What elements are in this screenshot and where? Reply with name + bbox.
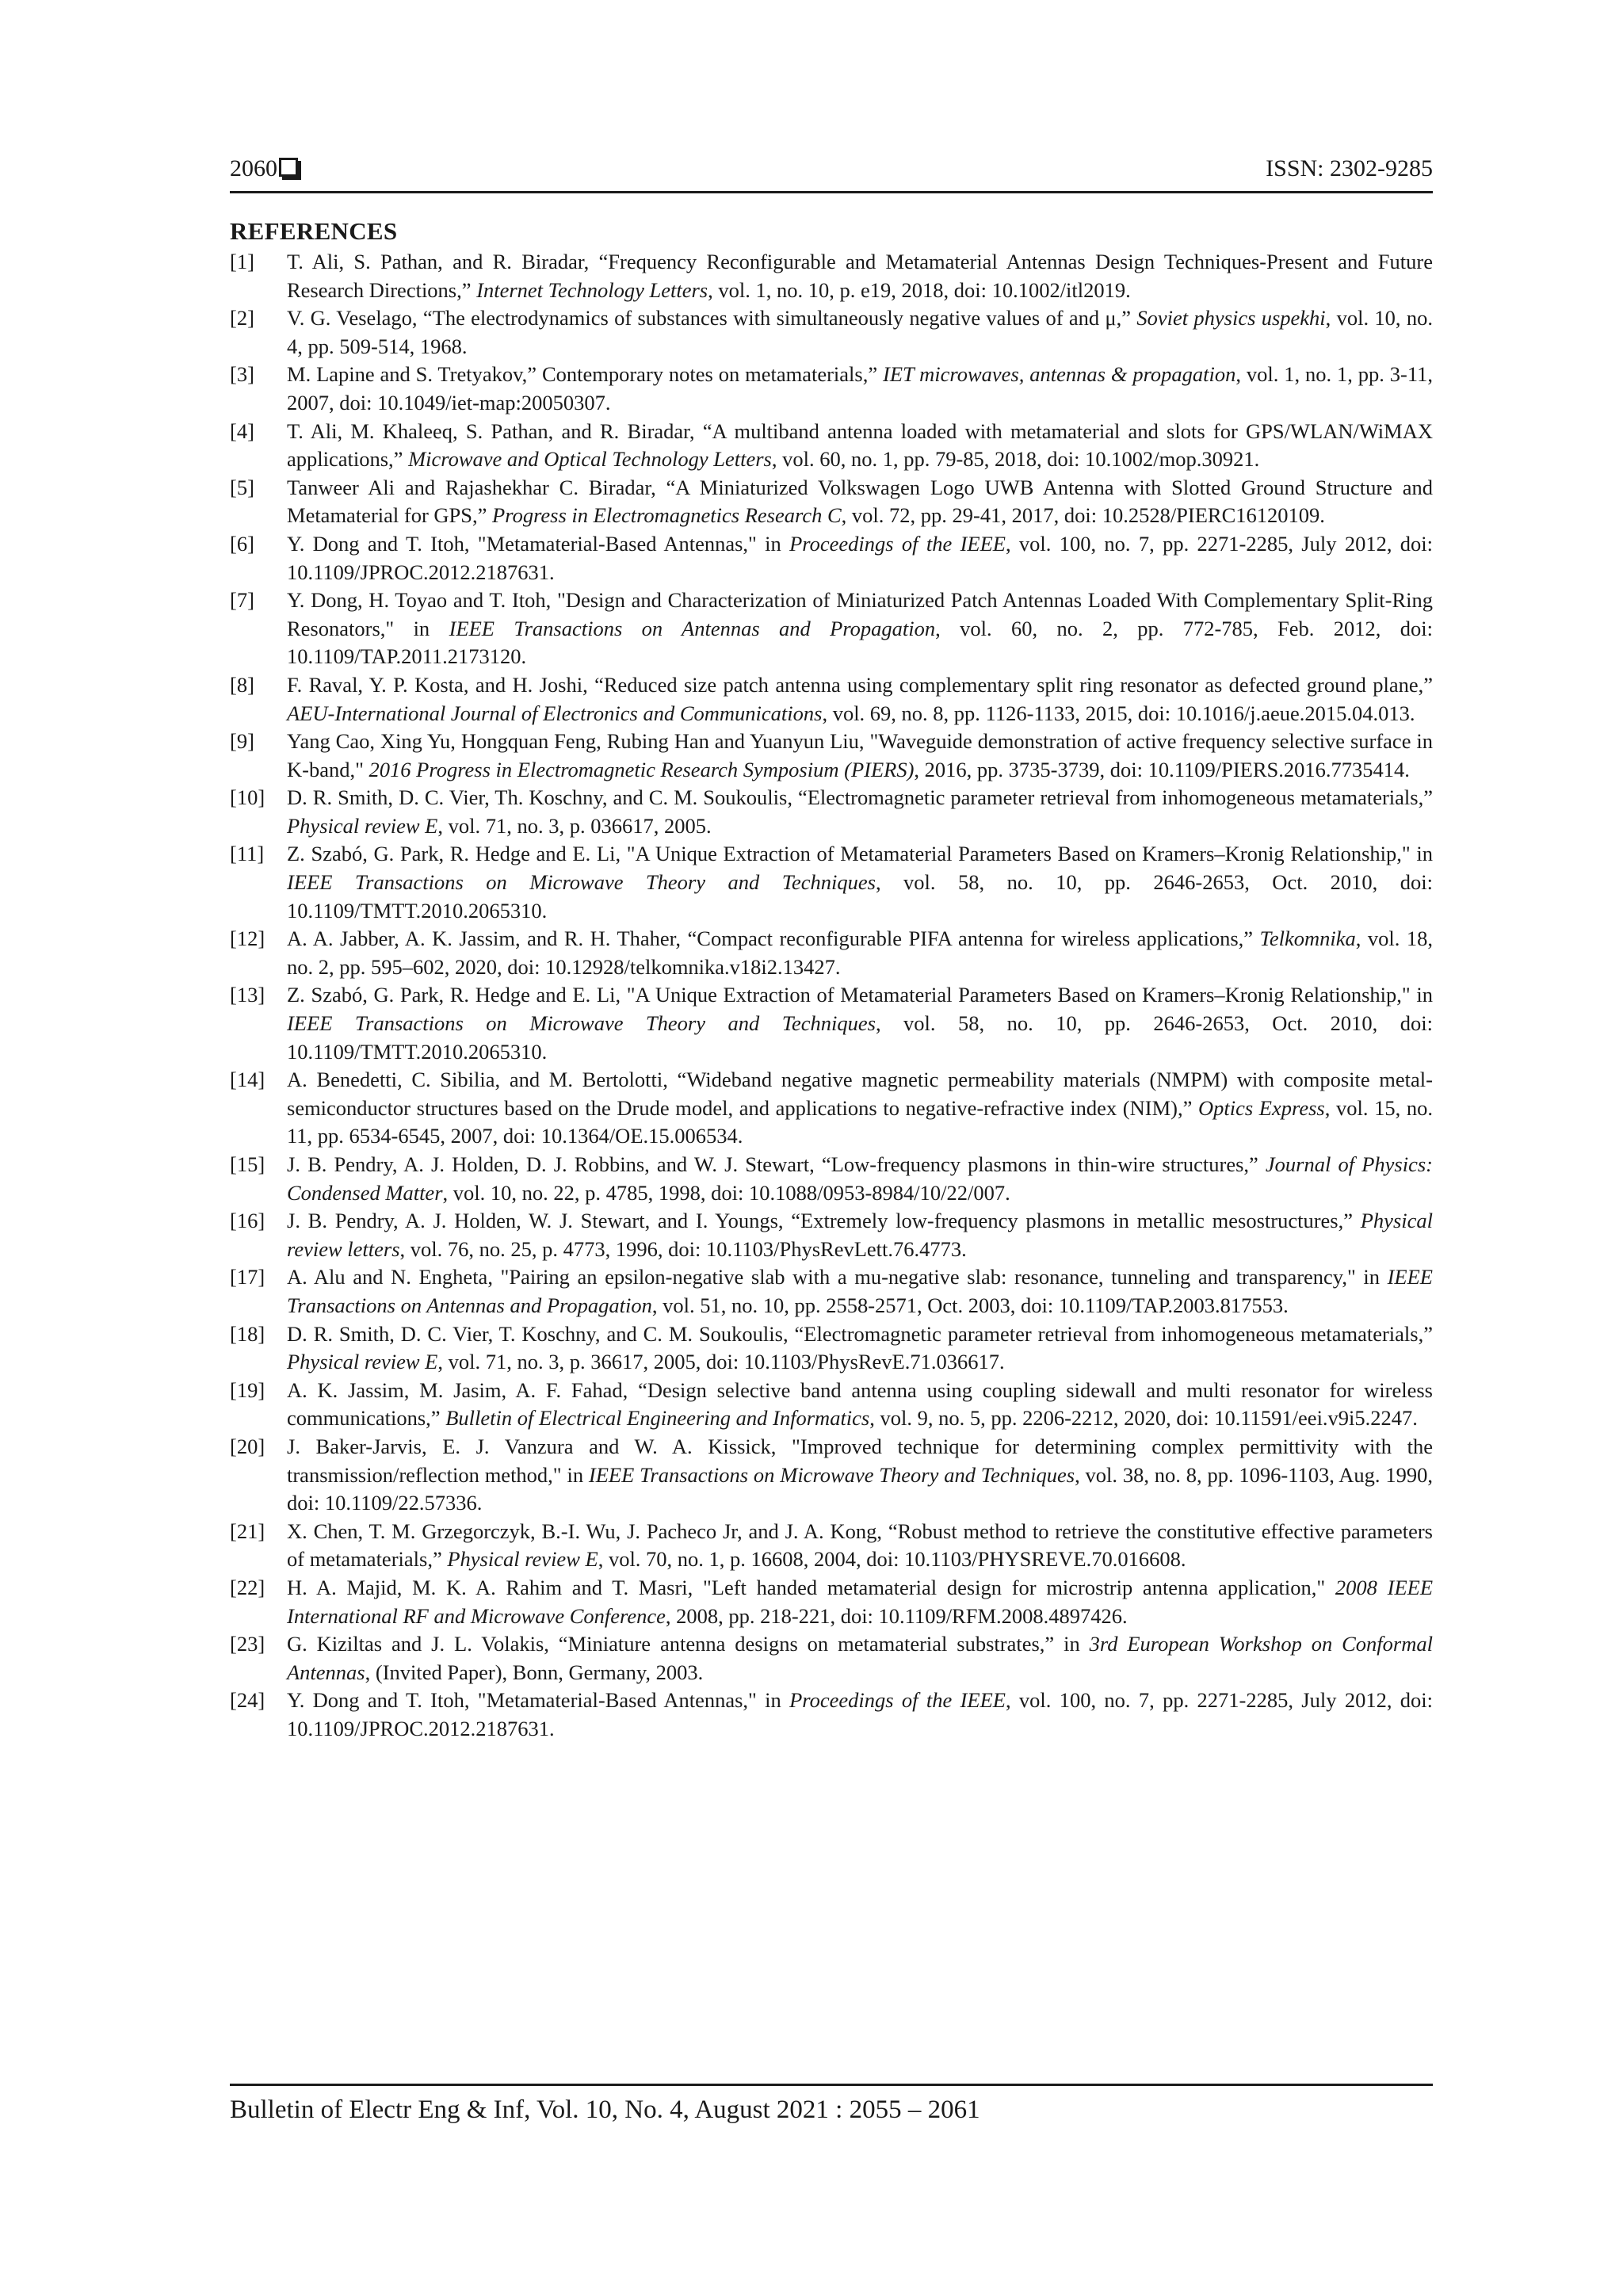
reference-number: [1] — [230, 250, 254, 273]
reference-number: [7] — [230, 588, 254, 613]
reference-number: [16] — [230, 1209, 265, 1233]
reference-details: , vol. 9, no. 5, pp. 2206-2212, 2020, doi: 10.11591/eei.v9i5.2247. — [869, 1406, 1418, 1431]
reference-details: , vol. 100, no. 7, pp. 2271-2285, July 2012, doi: 10.1109/JPROC.2012.2187631. — [287, 1688, 1433, 1740]
reference-item — [230, 671, 1433, 728]
reference-source: AEU-International Journal of Electronics and Communications — [287, 701, 823, 725]
page-footer: Bulletin of Electr Eng & Inf, Vol. 10, No. 4, August 2021 : 2055 – 2061 — [230, 2095, 980, 2124]
page-number: 2060 — [230, 155, 298, 182]
reference-number: [23] — [230, 1632, 265, 1656]
reference-details: , vol. 58, no. 10, pp. 2646-2653, Oct. 2010, doi: 10.1109/TMTT.2010.2065310. — [287, 1011, 1433, 1064]
reference-text: G. Kiziltas and J. L. Volakis, “Miniature antenna designs on metamaterial substrates,” in — [287, 1632, 1090, 1656]
reference-details: , 2016, pp. 3735-3739, doi: 10.1109/PIERS.2016.7735414. — [914, 757, 1410, 781]
reference-number: [3] — [230, 362, 254, 387]
reference-details: , vol. 60, no. 2, pp. 772-785, Feb. 2012, doi: 10.1109/TAP.2011.2173120. — [287, 616, 1433, 669]
reference-item — [230, 784, 1433, 840]
page-header — [230, 151, 1433, 192]
reference-details: , vol. 1, no. 1, pp. 3-11, 2007, doi: 10.1049/iet-map:20050307. — [287, 362, 1434, 415]
reference-item — [230, 248, 1433, 304]
reference-number: [21] — [230, 1519, 265, 1543]
reference-number: [14] — [230, 1068, 265, 1092]
reference-number: [18] — [230, 1321, 265, 1346]
reference-details: , vol. 1, no. 10, p. e19, 2018, doi: 10.1002/itl2019. — [708, 277, 1131, 302]
reference-number: [10] — [230, 785, 265, 810]
reference-text: X. Chen, T. M. Grzegorczyk, B.-I. Wu, J. Pacheco Jr, and J. A. Kong, “Robust method to retrieve the constitutive effective parameters of metamaterials,” — [287, 1519, 1433, 1572]
reference-source: Telkomnika — [1259, 926, 1356, 951]
reference-text: A. Benedetti, C. Sibilia, and M. Bertolotti, “Wideband negative magnetic permeability materials (NMPM) with composite metal-semiconductor structures based on the Drude model, and applications to negative-refractive index (NIM),” — [287, 1068, 1433, 1120]
reference-details: , vol. 69, no. 8, pp. 1126-1133, 2015, doi: 10.1016/j.aeue.2015.04.013. — [822, 701, 1415, 725]
reference-text: T. Ali, M. Khaleeq, S. Pathan, and R. Biradar, “A multiband antenna loaded with metamaterial and slots for GPS/WLAN/WiMAX applications,” — [287, 418, 1433, 472]
reference-source: Optics Express — [1197, 1095, 1325, 1120]
reference-text: Z. Szabó, G. Park, R. Hedge and E. Li, "A Unique Extraction of Metamaterial Parameters Based on Kramers–Kronig Relationship," in — [287, 842, 1433, 866]
reference-text: J. B. Pendry, A. J. Holden, W. J. Stewart, and I. Youngs, “Extremely low-frequency plasmons in metallic mesostructures,” — [287, 1209, 1361, 1233]
reference-item — [230, 981, 1433, 1066]
reference-details: , vol. 38, no. 8, pp. 1096-1103, Aug. 1990, doi: 10.1109/22.57336. — [287, 1462, 1433, 1515]
reference-text: A. Alu and N. Engheta, "Pairing an epsilon-negative slab with a mu-negative slab: resonance, tunneling and transparency," in — [287, 1265, 1388, 1289]
reference-item — [230, 1151, 1433, 1207]
reference-details: , vol. 60, no. 1, pp. 79-85, 2018, doi: 10.1002/mop.30921. — [771, 447, 1260, 472]
reference-text: F. Raval, Y. P. Kosta, and H. Joshi, “Reduced size patch antenna using complementary split ring resonator as defected ground plane,” — [287, 672, 1433, 697]
reference-number: [4] — [230, 418, 254, 443]
reference-source: Proceedings of the IEEE — [789, 531, 1006, 556]
reference-details: , vol. 100, no. 7, pp. 2271-2285, July 2012, doi: 10.1109/JPROC.2012.2187631. — [287, 531, 1433, 584]
reference-details: , vol. 51, no. 10, pp. 2558-2571, Oct. 2003, doi: 10.1109/TAP.2003.817553. — [651, 1293, 1289, 1317]
reference-source: IEEE Transactions on Antennas and Propagation — [287, 1265, 1433, 1317]
footer-rule — [230, 2084, 1433, 2086]
reference-text: D. R. Smith, D. C. Vier, T. Koschny, and C. M. Soukoulis, “Electromagnetic parameter retrieval from inhomogeneous metamaterials,” — [287, 1321, 1433, 1346]
reference-source: IEEE Transactions on Antennas and Propagation — [449, 616, 936, 640]
reference-source: Physical review E — [287, 813, 438, 838]
reference-item — [230, 1263, 1433, 1320]
section-title: REFERENCES — [230, 217, 398, 245]
reference-source: Journal of Physics: Condensed Matter — [287, 1152, 1433, 1205]
reference-number: [13] — [230, 983, 265, 1007]
reference-source: 3rd European Workshop on Conformal Antennas — [287, 1632, 1433, 1684]
reference-item — [230, 1433, 1433, 1518]
reference-number: [22] — [230, 1575, 265, 1599]
reference-number: [6] — [230, 531, 254, 556]
reference-text: T. Ali, S. Pathan, and R. Biradar, “Frequency Reconfigurable and Metamaterial Antennas Design Techniques-Present and Future Research Directions,” — [287, 250, 1433, 302]
reference-details: , 2008, pp. 218-221, doi: 10.1109/RFM.2008.4897426. — [665, 1603, 1128, 1628]
reference-number: [8] — [230, 672, 254, 697]
reference-source: Soviet physics uspekhi — [1136, 306, 1326, 330]
reference-text: D. R. Smith, D. C. Vier, Th. Koschny, and C. M. Soukoulis, “Electromagnetic parameter retrieval from inhomogeneous metamaterials,” — [287, 785, 1433, 810]
reference-number: [9] — [230, 729, 254, 754]
reference-details: , vol. 70, no. 1, p. 16608, 2004, doi: 10.1103/PHYSREVE.70.016608. — [598, 1547, 1186, 1572]
reference-source: 2016 Progress in Electromagnetic Research Symposium (PIERS) — [369, 757, 915, 781]
reference-text: Y. Dong and T. Itoh, "Metamaterial-Based Antennas," in — [287, 531, 790, 556]
reference-text: Y. Dong and T. Itoh, "Metamaterial-Based Antennas," in — [287, 1688, 790, 1713]
reference-text: H. A. Majid, M. K. A. Rahim and T. Masri, "Left handed metamaterial design for microstrip antenna application," — [287, 1575, 1335, 1599]
reference-item — [230, 1377, 1433, 1433]
reference-item — [230, 474, 1433, 530]
reference-item — [230, 728, 1433, 784]
reference-text: Tanweer Ali and Rajashekhar C. Biradar, “A Miniaturized Volkswagen Logo UWB Antenna with Slotted Ground Structure and Metamaterial for GPS,” — [287, 475, 1433, 528]
reference-source: Internet Technology Letters — [476, 277, 708, 302]
reference-item — [230, 418, 1433, 474]
reference-source: 2008 IEEE International RF and Microwave Conference — [287, 1575, 1434, 1628]
reference-source: Physical review E — [447, 1547, 598, 1572]
square-shadow-icon — [279, 158, 298, 177]
reference-details: , vol. 76, no. 25, p. 4773, 1996, doi: 10.1103/PhysRevLett.76.4773. — [399, 1236, 967, 1261]
reference-source: IEEE Transactions on Microwave Theory and Techniques — [287, 870, 876, 895]
reference-item — [230, 925, 1433, 981]
reference-text: Yang Cao, Xing Yu, Hongquan Feng, Rubing Han and Yuanyun Liu, "Waveguide demonstration of active frequency selective surface in K-band," — [287, 729, 1433, 781]
reference-source: IEEE Transactions on Microwave Theory and Techniques — [588, 1462, 1075, 1487]
reference-item — [230, 304, 1433, 361]
reference-number: [5] — [230, 475, 254, 499]
reference-item — [230, 1518, 1433, 1574]
reference-details: , vol. 58, no. 10, pp. 2646-2653, Oct. 2010, doi: 10.1109/TMTT.2010.2065310. — [287, 870, 1433, 923]
reference-source: Physical review E — [287, 1350, 438, 1374]
reference-number: [15] — [230, 1152, 265, 1176]
reference-item — [230, 530, 1433, 586]
reference-item — [230, 1207, 1433, 1263]
reference-details: , vol. 10, no. 4, pp. 509-514, 1968. — [287, 306, 1433, 358]
reference-text: V. G. Veselago, “The electrodynamics of substances with simultaneously negative values of and μ,” — [287, 306, 1137, 330]
reference-details: , (Invited Paper), Bonn, Germany, 2003. — [365, 1660, 704, 1684]
reference-source: Proceedings of the IEEE — [789, 1688, 1006, 1713]
reference-details: , vol. 15, no. 11, pp. 6534-6545, 2007, doi: 10.1364/OE.15.006534. — [287, 1095, 1433, 1148]
reference-source: IEEE Transactions on Microwave Theory and Techniques — [287, 1011, 876, 1036]
reference-number: [20] — [230, 1434, 265, 1458]
reference-number: [2] — [230, 306, 254, 330]
reference-item — [230, 840, 1433, 925]
reference-source: Physical review letters — [287, 1209, 1433, 1261]
reference-item — [230, 1320, 1433, 1377]
reference-details: , vol. 72, pp. 29-41, 2017, doi: 10.2528/PIERC16120109. — [841, 503, 1325, 528]
reference-item — [230, 1687, 1433, 1743]
reference-source: Microwave and Optical Technology Letters — [408, 447, 772, 472]
reference-number: [17] — [230, 1265, 265, 1289]
reference-item — [230, 1574, 1433, 1630]
reference-list — [230, 248, 1433, 1743]
reference-details: , vol. 18, no. 2, pp. 595–602, 2020, doi: 10.12928/telkomnika.v18i2.13427. — [287, 926, 1433, 979]
issn-label: ISSN: 2302-9285 — [1266, 155, 1433, 181]
reference-number: [19] — [230, 1377, 265, 1402]
header-rule — [230, 191, 1433, 193]
reference-details: , vol. 71, no. 3, p. 36617, 2005, doi: 10.1103/PhysRevE.71.036617. — [437, 1350, 1005, 1374]
reference-text: J. Baker-Jarvis, E. J. Vanzura and W. A. Kissick, "Improved technique for determining complex permittivity with the transmission/reflection method," in — [287, 1434, 1433, 1487]
reference-source: Progress in Electromagnetics Research C — [492, 503, 842, 528]
reference-details: , vol. 10, no. 22, p. 4785, 1998, doi: 10.1088/0953-8984/10/22/007. — [442, 1180, 1010, 1205]
reference-number: [24] — [230, 1688, 265, 1713]
reference-text: M. Lapine and S. Tretyakov,” Contemporary notes on metamaterials,” — [287, 362, 883, 387]
reference-text: A. A. Jabber, A. K. Jassim, and R. H. Thaher, “Compact reconfigurable PIFA antenna for wireless applications,” — [287, 926, 1260, 951]
reference-source: Bulletin of Electrical Engineering and Informatics — [445, 1406, 870, 1431]
reference-text: Y. Dong, H. Toyao and T. Itoh, "Design and Characterization of Miniaturized Patch Antennas Loaded With Complementary Split-Ring Resonators," in — [287, 588, 1433, 640]
reference-source: IET microwaves, antennas & propagation — [883, 362, 1236, 387]
reference-number: [12] — [230, 926, 265, 951]
reference-number: [11] — [230, 842, 265, 866]
reference-item — [230, 586, 1433, 671]
reference-text: J. B. Pendry, A. J. Holden, D. J. Robbins, and W. J. Stewart, “Low-frequency plasmons in thin-wire structures,” — [287, 1152, 1266, 1176]
reference-text: A. K. Jassim, M. Jasim, A. F. Fahad, “Design selective band antenna using coupling sidewall and multi resonator for wireless communications,” — [287, 1377, 1433, 1431]
reference-item — [230, 1066, 1433, 1151]
reference-item — [230, 1630, 1433, 1687]
reference-details: , vol. 71, no. 3, p. 036617, 2005. — [437, 813, 712, 838]
reference-text: Z. Szabó, G. Park, R. Hedge and E. Li, "A Unique Extraction of Metamaterial Parameters Based on Kramers–Kronig Relationship," in — [287, 983, 1433, 1007]
reference-item — [230, 361, 1433, 417]
